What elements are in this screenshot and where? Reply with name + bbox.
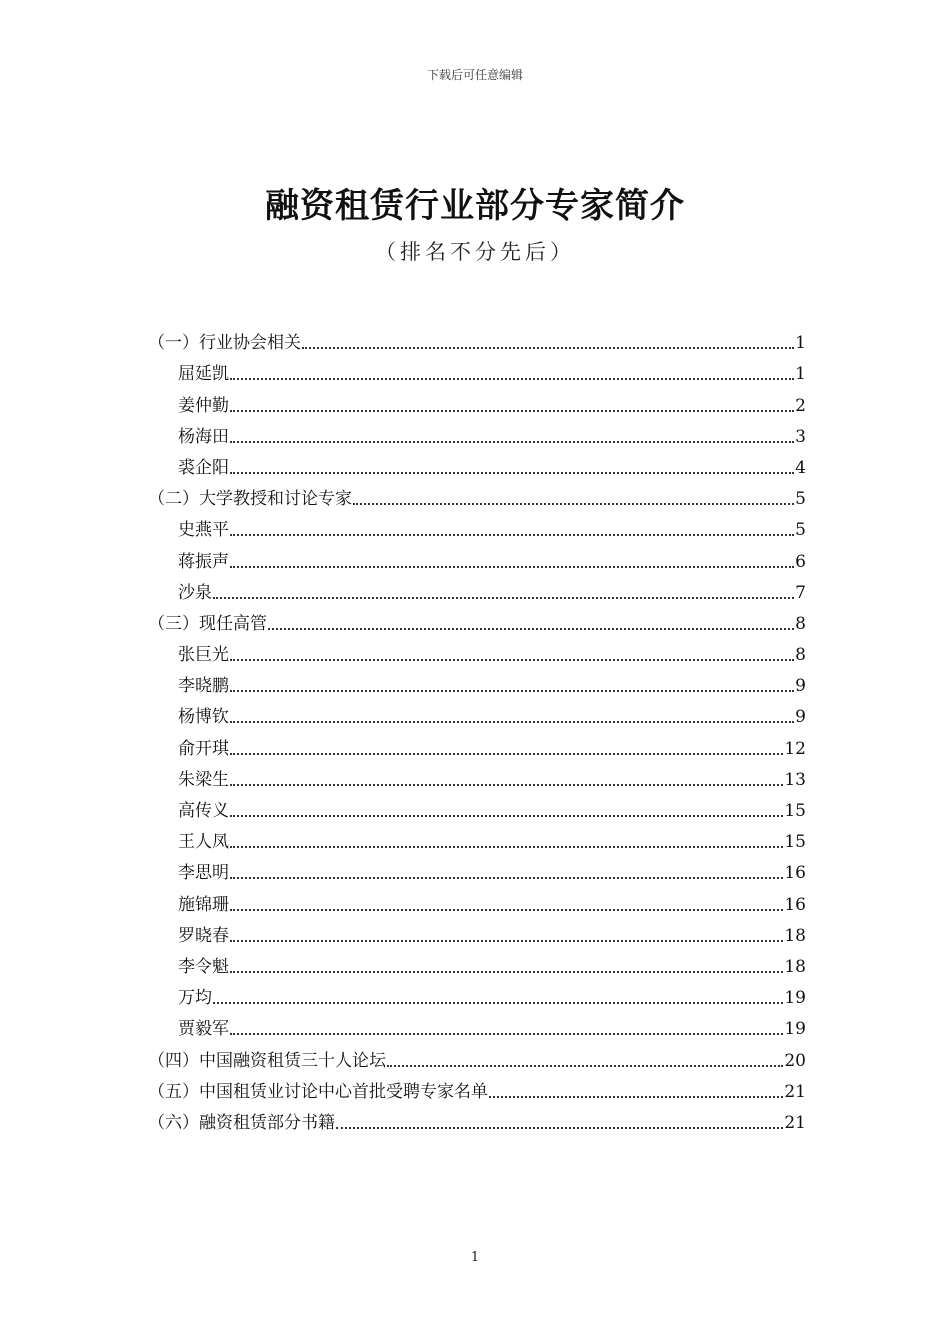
toc-entry-label: （五）中国租赁业讨论中心首批受聘专家名单	[148, 1081, 488, 1102]
toc-entry-page: 19	[784, 1019, 806, 1040]
toc-entry-page: 9	[795, 707, 806, 728]
toc-dot-leader	[230, 534, 794, 536]
document-subtitle: （排名不分先后）	[375, 240, 575, 264]
toc-dot-leader	[230, 846, 783, 848]
toc-entry-label: 杨海田	[178, 426, 229, 447]
toc-entry-label: 蒋振声	[178, 551, 229, 572]
toc-entry-label: 俞开琪	[178, 738, 229, 759]
toc-entry-label: （四）中国融资租赁三十人论坛	[148, 1050, 386, 1071]
toc-dot-leader	[213, 597, 794, 599]
toc-section-entry[interactable]	[148, 1070, 806, 1101]
toc-entry-label: 万均	[178, 988, 212, 1009]
toc-entry-page: 4	[795, 457, 806, 478]
toc-entry-page: 19	[784, 988, 806, 1009]
toc-dot-leader	[268, 628, 794, 630]
toc-person-entry[interactable]	[148, 383, 806, 414]
toc-person-entry[interactable]	[148, 539, 806, 570]
toc-entry-page: 1	[795, 333, 806, 354]
toc-person-entry[interactable]	[148, 415, 806, 446]
toc-person-entry[interactable]	[148, 914, 806, 945]
toc-entry-page: 20	[784, 1050, 806, 1071]
table-of-contents	[148, 321, 806, 1132]
toc-entry-page: 18	[784, 956, 806, 977]
toc-section-entry[interactable]	[148, 1101, 806, 1132]
toc-person-entry[interactable]	[148, 664, 806, 695]
toc-entry-label: 张巨光	[178, 645, 229, 666]
toc-entry-label: （三）现任高管	[148, 613, 267, 634]
toc-entry-label: 李晓鹏	[178, 676, 229, 697]
toc-entry-label: 施锦珊	[178, 894, 229, 915]
toc-entry-page: 16	[784, 863, 806, 884]
toc-entry-page: 5	[795, 489, 806, 510]
toc-entry-page: 12	[784, 738, 806, 759]
toc-person-entry[interactable]	[148, 633, 806, 664]
toc-entry-label: 杨博钦	[178, 707, 229, 728]
toc-dot-leader	[230, 815, 783, 817]
toc-entry-page: 1	[795, 364, 806, 385]
toc-person-entry[interactable]	[148, 446, 806, 477]
toc-entry-label: 朱梁生	[178, 769, 229, 790]
toc-dot-leader	[230, 690, 794, 692]
toc-dot-leader	[230, 659, 794, 661]
toc-person-entry[interactable]	[148, 945, 806, 976]
toc-dot-leader	[230, 721, 794, 723]
toc-entry-label: 裘企阳	[178, 457, 229, 478]
toc-entry-label: 李思明	[178, 863, 229, 884]
toc-dot-leader	[353, 503, 794, 505]
toc-dot-leader	[230, 378, 794, 380]
toc-section-entry[interactable]	[148, 321, 806, 352]
toc-dot-leader	[387, 1065, 783, 1067]
toc-entry-page: 7	[795, 582, 806, 603]
toc-entry-page: 21	[784, 1112, 806, 1133]
toc-dot-leader	[230, 1033, 783, 1035]
toc-person-entry[interactable]	[148, 571, 806, 602]
toc-dot-leader	[336, 1127, 783, 1129]
toc-entry-label: 屈延凯	[178, 364, 229, 385]
toc-dot-leader	[230, 410, 794, 412]
toc-dot-leader	[230, 441, 794, 443]
toc-person-entry[interactable]	[148, 820, 806, 851]
toc-section-entry[interactable]	[148, 602, 806, 633]
toc-dot-leader	[213, 1002, 783, 1004]
toc-entry-label: （二）大学教授和讨论专家	[148, 489, 352, 510]
toc-section-entry[interactable]	[148, 1038, 806, 1069]
toc-entry-page: 18	[784, 925, 806, 946]
page-number: 1	[470, 1250, 480, 1265]
toc-entry-label: 姜仲勤	[178, 395, 229, 416]
toc-person-entry[interactable]	[148, 352, 806, 383]
toc-entry-page: 8	[795, 645, 806, 666]
toc-entry-label: 王人凤	[178, 832, 229, 853]
toc-entry-page: 16	[784, 894, 806, 915]
toc-dot-leader	[230, 784, 783, 786]
toc-entry-page: 2	[795, 395, 806, 416]
toc-entry-page: 13	[784, 769, 806, 790]
toc-dot-leader	[302, 347, 794, 349]
header-note: 下载后可任意编辑	[426, 68, 523, 82]
toc-entry-page: 15	[784, 801, 806, 821]
toc-dot-leader	[489, 1096, 783, 1098]
toc-entry-page: 15	[784, 832, 806, 853]
toc-person-entry[interactable]	[148, 758, 806, 789]
toc-entry-label: 贾毅军	[178, 1019, 229, 1040]
toc-person-entry[interactable]	[148, 851, 806, 882]
toc-entry-page: 5	[795, 520, 806, 541]
toc-entry-label: 罗晓春	[178, 925, 229, 946]
toc-entry-label: （一）行业协会相关	[148, 333, 301, 354]
toc-entry-page: 8	[795, 613, 806, 634]
toc-person-entry[interactable]	[148, 976, 806, 1007]
toc-dot-leader	[230, 472, 794, 474]
toc-entry-label: 高传义	[178, 801, 229, 821]
toc-dot-leader	[230, 753, 783, 755]
toc-entry-page: 9	[795, 676, 806, 697]
document-title: 融资租赁行业部分专家简介	[265, 186, 685, 226]
toc-dot-leader	[230, 909, 783, 911]
toc-entry-page: 6	[795, 551, 806, 572]
toc-entry-page: 21	[784, 1081, 806, 1102]
toc-dot-leader	[230, 940, 783, 942]
toc-person-entry[interactable]	[148, 789, 806, 820]
toc-dot-leader	[230, 971, 783, 973]
toc-entry-label: 李令魁	[178, 956, 229, 977]
toc-person-entry[interactable]	[148, 1007, 806, 1038]
toc-person-entry[interactable]	[148, 508, 806, 539]
toc-entry-label: （六）融资租赁部分书籍	[148, 1112, 335, 1133]
toc-dot-leader	[230, 877, 783, 879]
toc-dot-leader	[230, 566, 794, 568]
toc-person-entry[interactable]	[148, 726, 806, 757]
toc-section-entry[interactable]	[148, 477, 806, 508]
toc-entry-page: 3	[795, 426, 806, 447]
toc-entry-label: 史燕平	[178, 520, 229, 541]
toc-entry-label: 沙泉	[178, 582, 212, 603]
toc-person-entry[interactable]	[148, 882, 806, 913]
toc-person-entry[interactable]	[148, 695, 806, 726]
